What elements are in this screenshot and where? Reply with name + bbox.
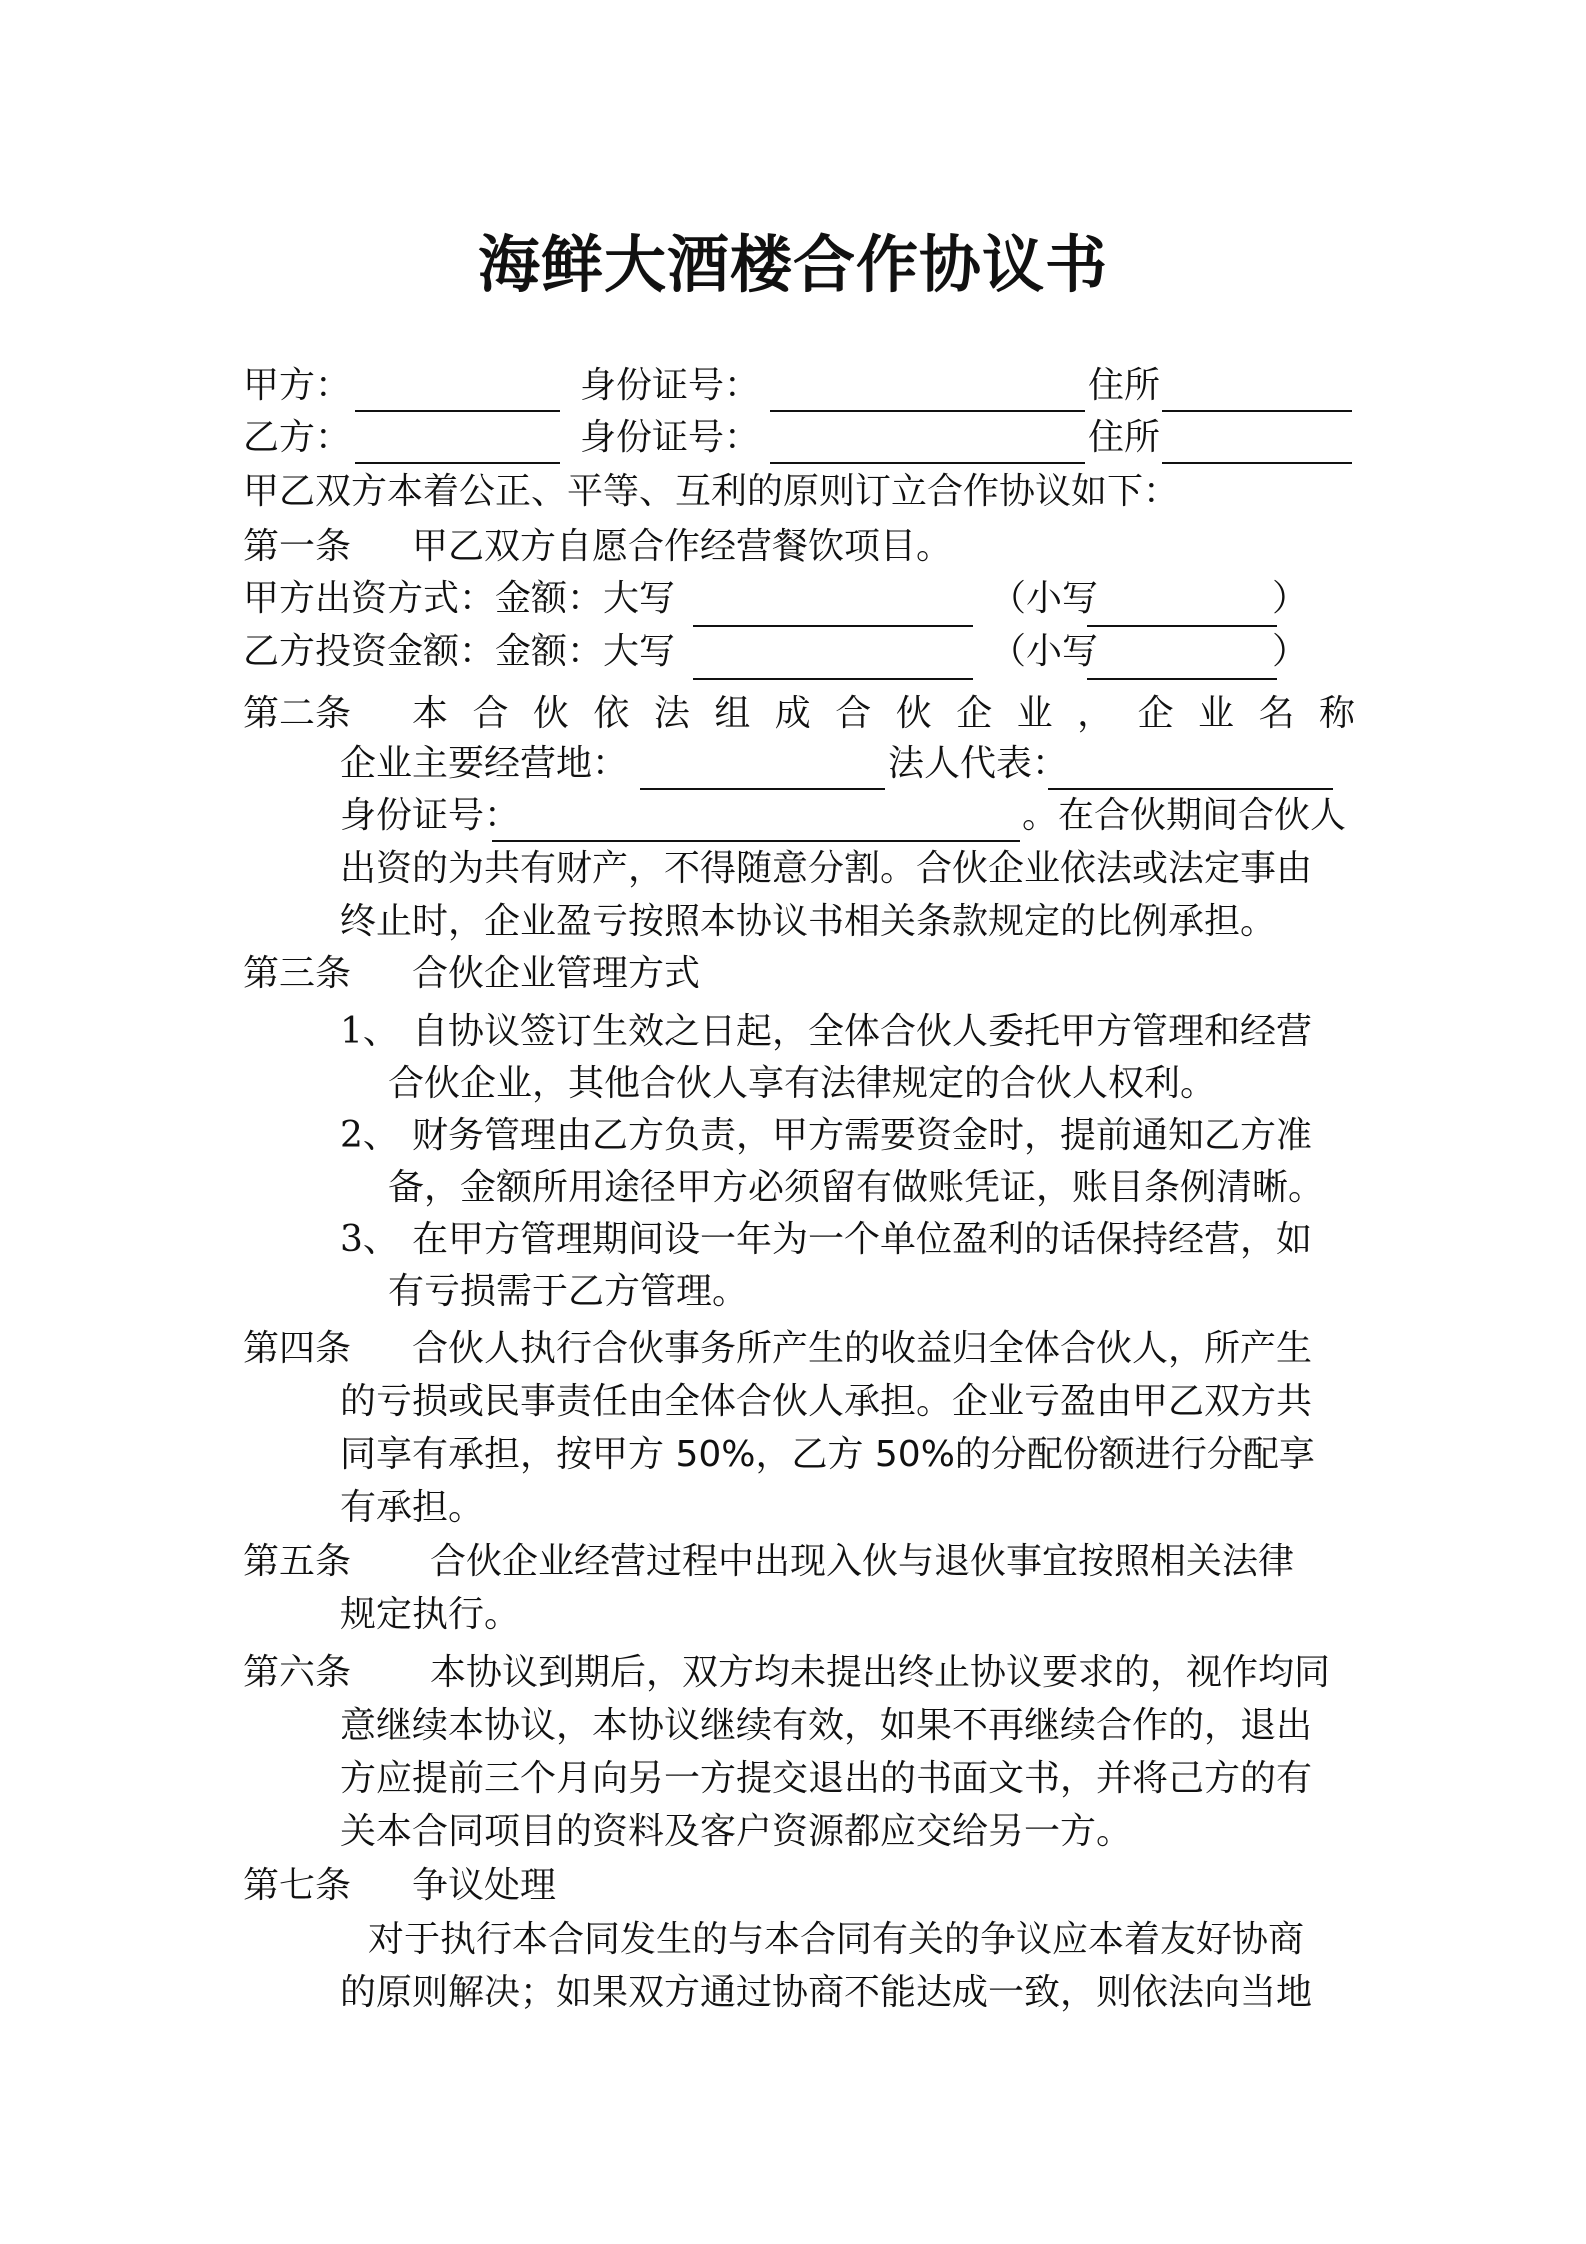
- article-3-item-3-line-2: 有亏损需于乙方管理。: [388, 1271, 749, 1312]
- article-3-item-2-line-2: 备，金额所用途径甲方必须留有做账凭证，账目条例清晰。: [388, 1167, 1325, 1208]
- party-b-id-blank[interactable]: [770, 462, 1085, 464]
- article-6-line-1: 本协议到期后，双方均未提出终止协议要求的，视作均同: [430, 1652, 1331, 1693]
- article-2-number: 第二条: [243, 693, 352, 734]
- party-a-amount-small-label: （小写: [990, 578, 1099, 619]
- party-b-amount-figures-blank[interactable]: [1087, 678, 1277, 680]
- article-2-after-id: 。在合伙期间合伙人: [1022, 795, 1347, 836]
- article-2-place-blank[interactable]: [640, 788, 885, 790]
- article-3-item-1-number: 1、: [340, 1011, 399, 1052]
- article-3-item-2-line-1: 财务管理由乙方负责，甲方需要资金时，提前通知乙方准: [412, 1115, 1313, 1156]
- party-a-amount-figures-blank[interactable]: [1087, 625, 1277, 627]
- party-a-id-blank[interactable]: [770, 410, 1085, 412]
- article-3-number: 第三条: [243, 953, 352, 994]
- article-5-number: 第五条: [243, 1541, 352, 1582]
- party-b-investment-label: 乙方投资金额：金额：大写: [243, 631, 676, 672]
- intro-text: 甲乙双方本着公正、平等、互利的原则订立合作协议如下：: [243, 471, 1180, 512]
- party-b-address-label: 住所: [1088, 417, 1161, 458]
- article-2-id-label: 身份证号：: [340, 795, 521, 836]
- party-a-label: 甲方：: [243, 365, 352, 406]
- party-a-id-label: 身份证号：: [580, 365, 761, 406]
- article-2-id-blank[interactable]: [492, 840, 1020, 842]
- article-6-line-3: 方应提前三个月向另一方提交退出的书面文书，并将己方的有: [340, 1758, 1313, 1799]
- article-2-line-1: 本合伙依法组成合伙企业，企业名称: [412, 693, 1355, 734]
- party-a-amount-close: ）: [1272, 578, 1309, 619]
- article-4-line-2: 的亏损或民事责任由全体合伙人承担。企业亏盈由甲乙双方共: [340, 1381, 1313, 1422]
- party-b-id-label: 身份证号：: [580, 417, 761, 458]
- article-7-number: 第七条: [243, 1865, 352, 1906]
- party-a-name-blank[interactable]: [355, 410, 560, 412]
- party-a-investment-label: 甲方出资方式：金额：大写: [243, 578, 676, 619]
- party-b-name-blank[interactable]: [355, 462, 560, 464]
- article-6-number: 第六条: [243, 1652, 352, 1693]
- article-4-line-3: 同享有承担，按甲方 50%，乙方 50%的分配份额进行分配享: [340, 1434, 1315, 1475]
- article-5-line-1: 合伙企业经营过程中出现入伙与退伙事宜按照相关法律: [430, 1541, 1295, 1582]
- article-4-line-4: 有承担。: [340, 1487, 485, 1528]
- article-6-line-4: 关本合同项目的资料及客户资源都应交给另一方。: [340, 1811, 1133, 1852]
- document-title: 海鲜大酒楼合作协议书: [477, 228, 1108, 301]
- article-3-item-1-line-2: 合伙企业，其他合伙人享有法律规定的合伙人权利。: [388, 1063, 1217, 1104]
- article-2-rep-label: 法人代表：: [888, 743, 1069, 784]
- article-2-rep-blank[interactable]: [1048, 788, 1333, 790]
- article-6-line-2: 意继续本协议，本协议继续有效，如果不再继续合作的，退出: [340, 1705, 1313, 1746]
- party-b-label: 乙方：: [243, 417, 352, 458]
- article-3-item-2-number: 2、: [340, 1115, 399, 1156]
- article-7-line-2: 的原则解决；如果双方通过协商不能达成一致，则依法向当地: [340, 1972, 1313, 2013]
- article-3-item-3-line-1: 在甲方管理期间设一年为一个单位盈利的话保持经营，如: [412, 1219, 1313, 1260]
- article-1-text: 甲乙双方自愿合作经营餐饮项目。: [412, 526, 953, 567]
- article-4-number: 第四条: [243, 1328, 352, 1369]
- article-2-place-label: 企业主要经营地：: [340, 743, 629, 784]
- party-a-address-blank[interactable]: [1162, 410, 1352, 412]
- article-3-item-1-line-1: 自协议签订生效之日起，全体合伙人委托甲方管理和经营: [412, 1011, 1313, 1052]
- article-5-line-2: 规定执行。: [340, 1594, 521, 1635]
- article-3-text: 合伙企业管理方式: [412, 953, 701, 994]
- party-b-amount-small-label: （小写: [990, 631, 1099, 672]
- article-2-line-4: 出资的为共有财产，不得随意分割。合伙企业依法或法定事由: [340, 848, 1313, 889]
- article-7-line-1: 对于执行本合同发生的与本合同有关的争议应本着友好协商: [368, 1919, 1305, 1960]
- party-b-amount-close: ）: [1272, 631, 1309, 672]
- article-1-number: 第一条: [243, 526, 352, 567]
- party-b-address-blank[interactable]: [1162, 462, 1352, 464]
- article-2-line-5: 终止时，企业盈亏按照本协议书相关条款规定的比例承担。: [340, 901, 1277, 942]
- article-7-text: 争议处理: [412, 1865, 557, 1906]
- article-3-item-3-number: 3、: [340, 1219, 399, 1260]
- party-b-amount-words-blank[interactable]: [693, 678, 973, 680]
- party-a-amount-words-blank[interactable]: [693, 625, 973, 627]
- party-a-address-label: 住所: [1088, 365, 1161, 406]
- article-4-line-1: 合伙人执行合伙事务所产生的收益归全体合伙人，所产生: [412, 1328, 1313, 1369]
